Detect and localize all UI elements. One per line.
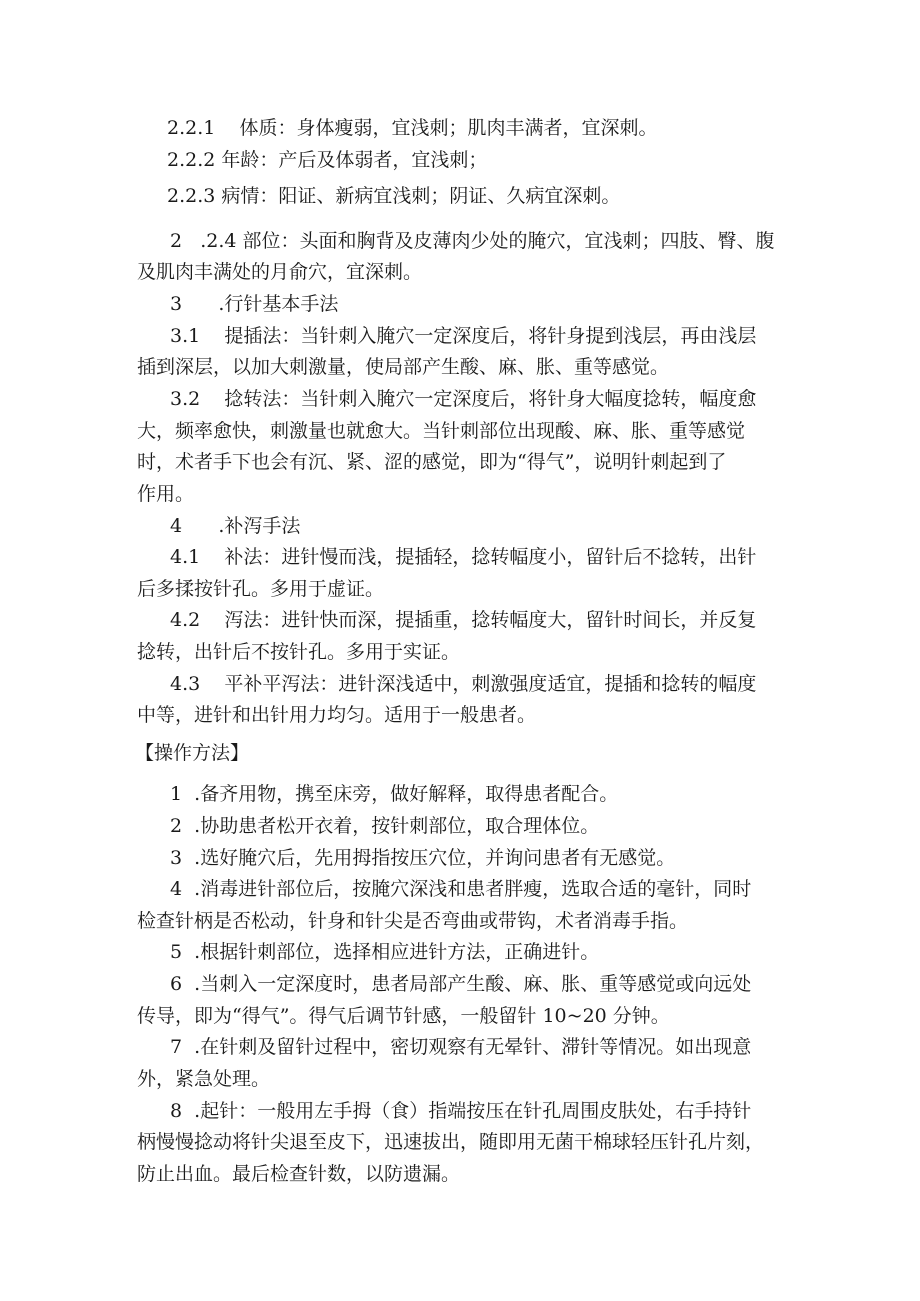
line-text: 2 .协助患者松开衣着，按针刺部位，取合理体位。 (170, 815, 600, 837)
text-line (0, 1004, 920, 1028)
text-line (0, 782, 920, 806)
text-line (0, 940, 920, 964)
line-text: 【操作方法】 (135, 742, 250, 764)
line-text: 6 .当刺入一定深度时，患者局部产生酸、麻、胀、重等感觉或向远处 (170, 973, 752, 995)
text-line (0, 387, 920, 411)
line-text: 4.1 补法：进针慢而浅，提插轻，捻转幅度小，留针后不捻转，出针 (170, 546, 757, 568)
text-line (0, 972, 920, 996)
line-text: 柄慢慢捻动将针尖退至皮下，迅速拔出，随即用无菌干棉球轻压针孔片刻， (137, 1131, 765, 1153)
line-text: 7 .在针刺及留针过程中，密切观察有无晕针、滞针等情况。如出现意 (170, 1036, 752, 1058)
line-text: 4 .消毒进针部位后，按腌穴深浅和患者胖瘦，选取合适的毫针，同时 (170, 878, 752, 900)
section-heading (0, 292, 920, 316)
text-line (0, 877, 920, 901)
text-line (0, 909, 920, 933)
line-text: 中等，进针和出针用力均匀。适用于一般患者。 (137, 704, 537, 726)
text-line (0, 814, 920, 838)
text-line (0, 1099, 920, 1123)
line-text: 捻转，出针后不按针孔。多用于实证。 (137, 641, 461, 663)
text-line (0, 577, 920, 601)
line-text: 作用。 (137, 483, 195, 505)
line-text: 2.2.3 病情：阳证、新病宜浅刺；阴证、久病宜深刺。 (167, 185, 621, 207)
line-text: 3 .行针基本手法 (170, 293, 339, 315)
section-title (0, 741, 920, 765)
line-text: 3 .选好腌穴后，先用拇指按压穴位，并询问患者有无感觉。 (170, 847, 676, 869)
text-line (0, 116, 920, 140)
text-line (0, 1130, 920, 1154)
line-text: 传导，即为“得气”。得气后调节针感，一般留针 10~20 分钟。 (137, 1005, 670, 1027)
text-line (0, 640, 920, 664)
line-text: 插到深层，以加大刺激量，使局部产生酸、麻、胀、重等感觉。 (137, 356, 670, 378)
line-text: 2 .2.4 部位：头面和胸背及皮薄肉少处的腌穴，宜浅刺；四肢、臀、腹 (170, 230, 775, 252)
text-line (0, 324, 920, 348)
line-text: 4.3 平补平泻法：进针深浅适中，刺激强度适宜，提插和捻转的幅度 (170, 673, 757, 695)
line-text: 5 .根据针刺部位，选择相应进针方法，正确进针。 (170, 941, 600, 963)
line-text: 8 .起针：一般用左手拇（食）指端按压在针孔周围皮肤处，右手持针 (170, 1100, 752, 1122)
line-text: 2.2.2 年龄：产后及体弱者，宜浅刺； (167, 149, 488, 171)
text-line (0, 545, 920, 569)
text-line (0, 608, 920, 632)
text-line (0, 1067, 920, 1091)
text-line (0, 703, 920, 727)
line-text: 2.2.1 体质：身体瘦弱，宜浅刺；肌肉丰满者，宜深刺。 (167, 117, 658, 139)
text-line (0, 672, 920, 696)
text-line (0, 184, 920, 208)
line-text: 1 .备齐用物，携至床旁，做好解释，取得患者配合。 (170, 783, 619, 805)
text-line (0, 229, 920, 253)
text-line (0, 355, 920, 379)
text-line (0, 419, 920, 443)
text-line (0, 846, 920, 870)
line-text: 检查针柄是否松动，针身和针尖是否弯曲或带钩，术者消毒手指。 (137, 910, 689, 932)
text-line (0, 1035, 920, 1059)
text-line (0, 260, 920, 284)
line-text: 4.2 泻法：进针快而深，提插重，捻转幅度大，留针时间长，并反复 (170, 609, 757, 631)
line-text: 防止出血。最后检查针数，以防遗漏。 (137, 1163, 461, 1185)
line-text: 后多揉按针孔。多用于虚证。 (137, 578, 385, 600)
line-text: 大，频率愈快，刺激量也就愈大。当针刺部位出现酸、麻、胀、重等感觉 (137, 420, 746, 442)
text-line (0, 482, 920, 506)
text-line (0, 450, 920, 474)
line-text: 3.2 捻转法：当针刺入腌穴一定深度后，将针身大幅度捻转，幅度愈 (170, 388, 757, 410)
line-text: 4 .补泻手法 (170, 515, 301, 537)
line-text: 外，紧急处理。 (137, 1068, 271, 1090)
line-text: 3.1 提插法：当针刺入腌穴一定深度后，将针身提到浅层，再由浅层 (170, 325, 757, 347)
text-line (0, 1162, 920, 1186)
text-line (0, 148, 920, 172)
line-text: 时，术者手下也会有沉、紧、涩的感觉，即为“得气”，说明针刺起到了 (137, 451, 727, 473)
line-text: 及肌肉丰满处的月俞穴，宜深刺。 (137, 261, 423, 283)
section-heading (0, 514, 920, 538)
